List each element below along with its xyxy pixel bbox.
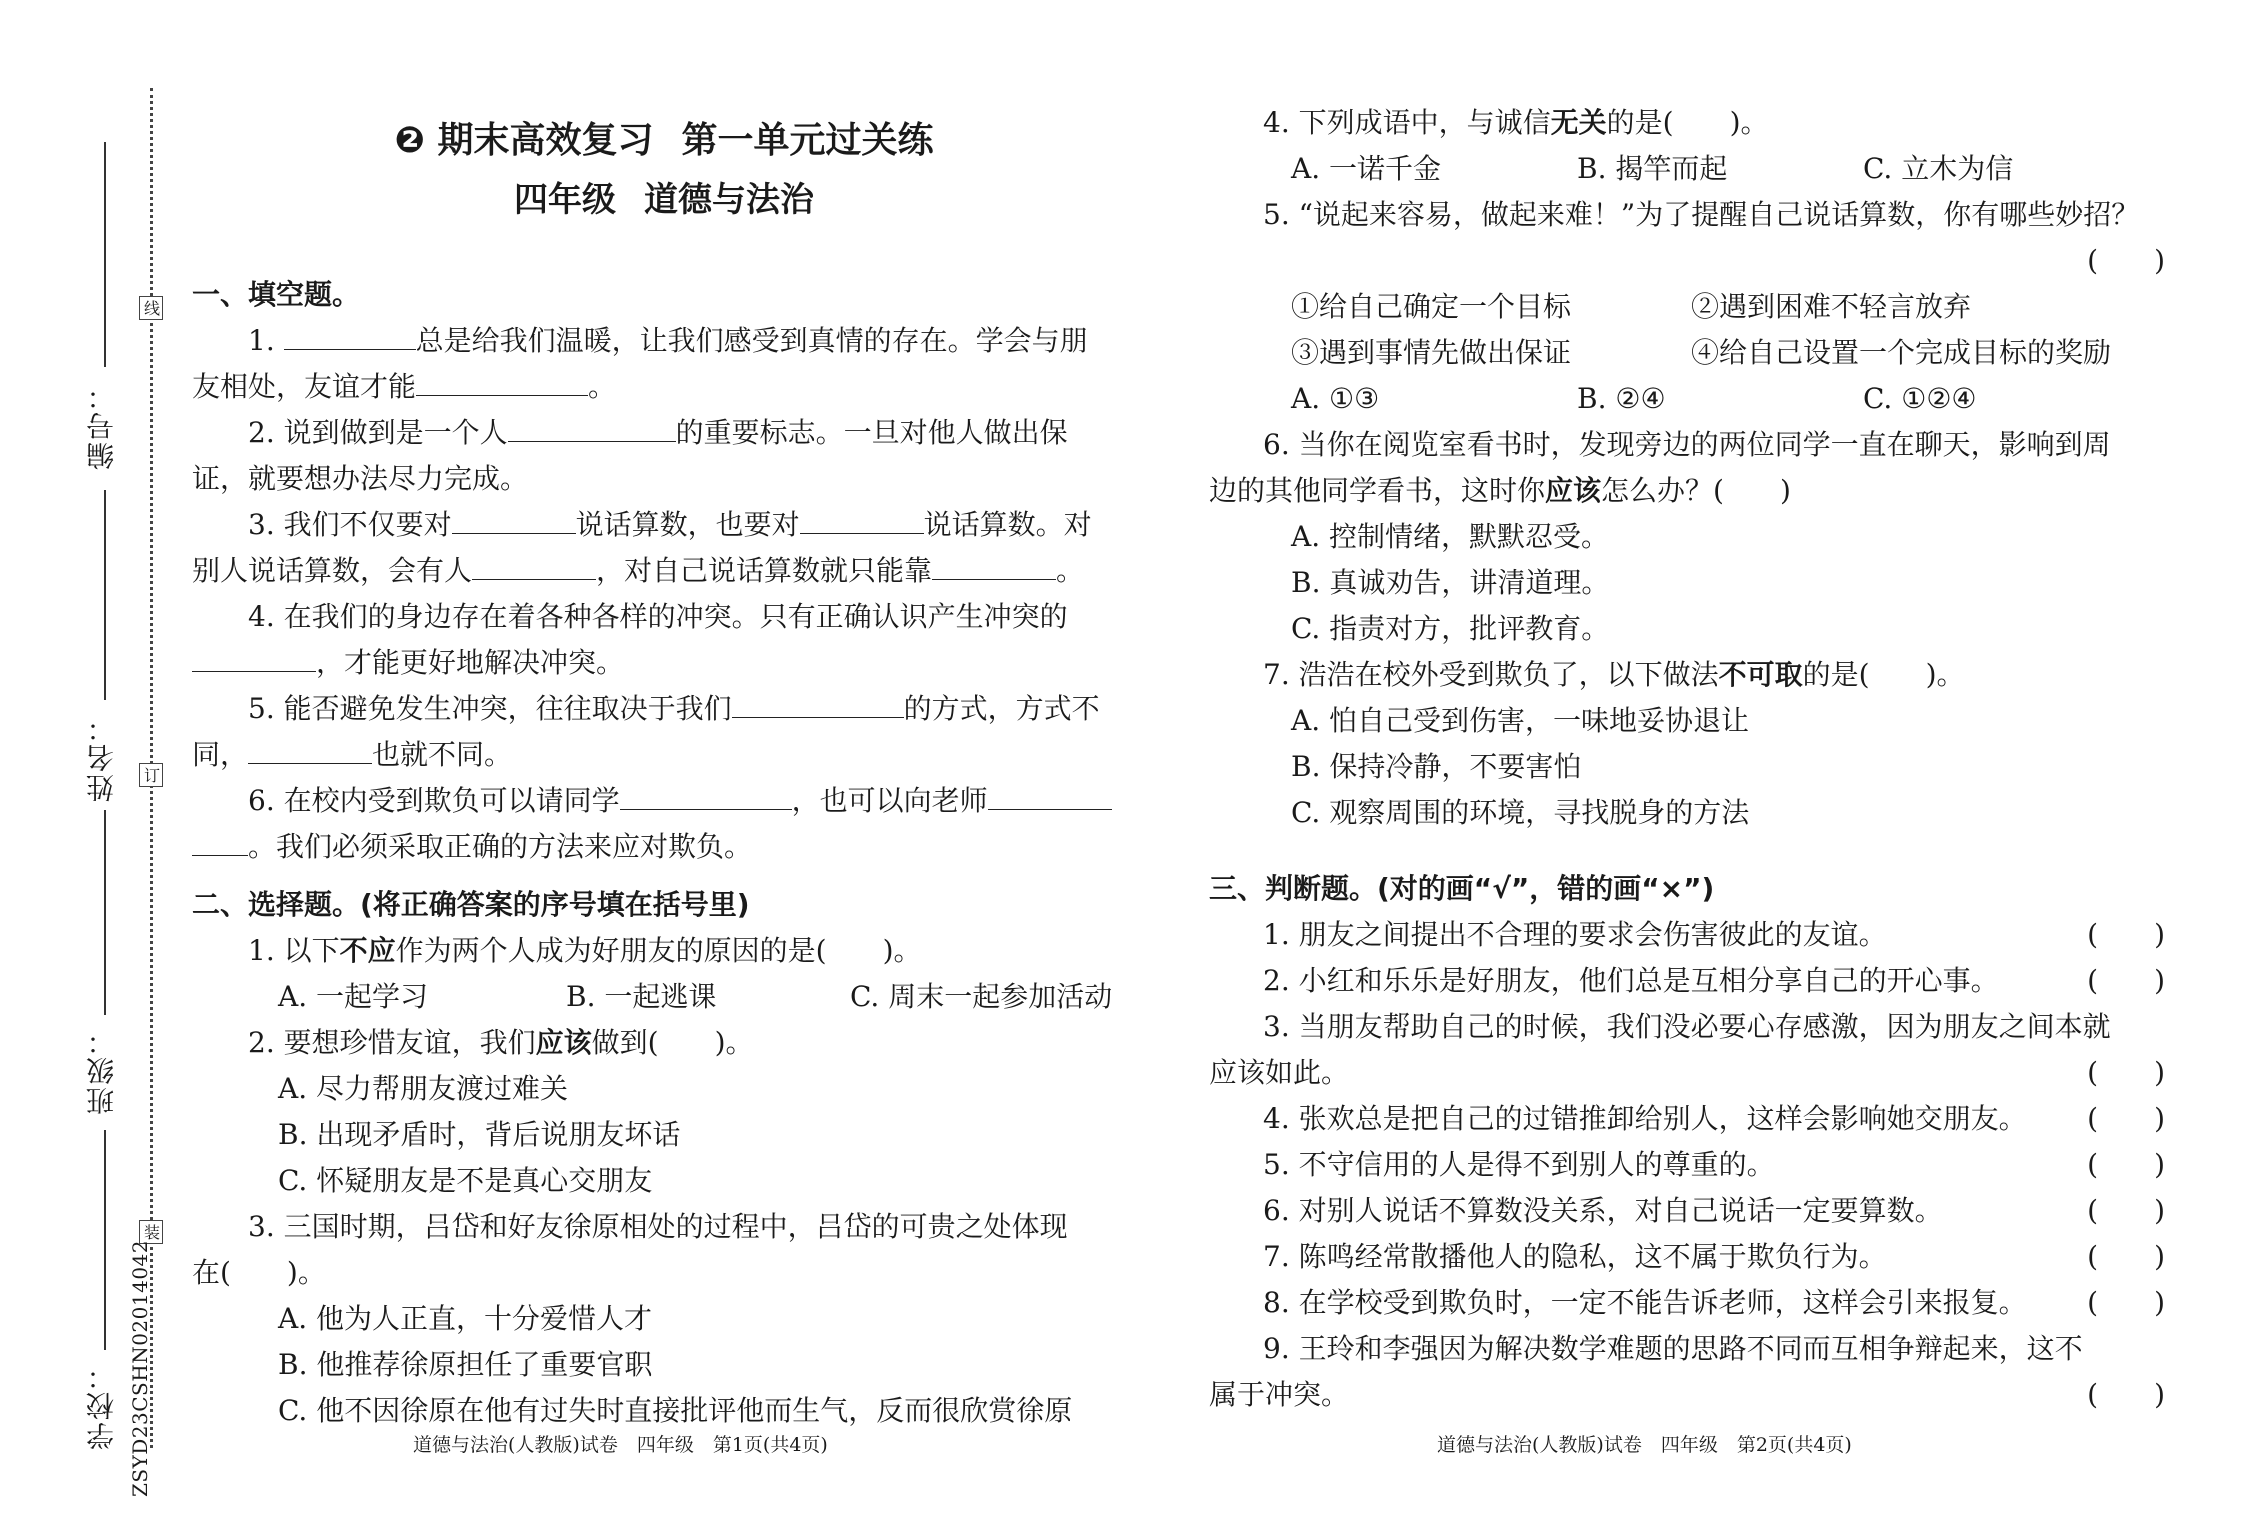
judge-q3-line1: 3. 当朋友帮助自己的时候，我们没必要心存感激，因为朋友之间本就 bbox=[1263, 1010, 2111, 1043]
fill-q1-line1: 1. 总是给我们温暖，让我们感受到真情的存在。学会与朋 bbox=[248, 318, 1088, 364]
choice-q6-option-b[interactable]: B. 真诚劝告，讲清道理。 bbox=[1291, 566, 1610, 599]
choice-q6-option-c[interactable]: C. 指责对方，批评教育。 bbox=[1291, 612, 1610, 645]
fill-q2-line2: 证，就要想办法尽力完成。 bbox=[192, 462, 529, 495]
choice-q7-option-a[interactable]: A. 怕自己受到伤害，一味地妥协退让 bbox=[1291, 704, 1750, 737]
choice-q5: 5. “说起来容易，做起来难！”为了提醒自己说话算数，你有哪些妙招？ bbox=[1263, 198, 2140, 231]
judge-q6: 6. 对别人说话不算数没关系，对自己说话一定要算数。 bbox=[1263, 1194, 1943, 1227]
fill-q3-line2: 别人说话算数，会有人 ，对自己说话算数就只能靠 。 bbox=[192, 548, 1084, 594]
judge-q1: 1. 朋友之间提出不合理的要求会伤害彼此的友谊。 bbox=[1263, 918, 1887, 951]
judge-q3-line2: 应该如此。 bbox=[1209, 1056, 1350, 1089]
label-name: 姓名： bbox=[85, 712, 118, 802]
choice-q7: 7. 浩浩在校外受到欺负了，以下做法不可取的是( )。 bbox=[1263, 658, 1965, 691]
fill-q6-blank2[interactable] bbox=[988, 781, 1112, 810]
choice-q3-option-b[interactable]: B. 他推荐徐原担任了重要官职 bbox=[278, 1348, 653, 1381]
page-footer: 道德与法治(人教版)试卷 四年级 第2页(共4页) bbox=[1437, 1434, 1852, 1456]
choice-q4-option-b[interactable]: B. 揭竿而起 bbox=[1577, 152, 1728, 185]
judge-q7-paren[interactable]: ( ) bbox=[2087, 1240, 2165, 1273]
choice-q3-line2: 在( )。 bbox=[192, 1256, 326, 1289]
judge-q9-line1: 9. 王玲和李强因为解决数学难题的思路不同而互相争辩起来，这不 bbox=[1263, 1332, 2083, 1365]
choice-q2-option-a[interactable]: A. 尽力帮朋友渡过难关 bbox=[278, 1072, 569, 1105]
choice-q5-option-b[interactable]: B. ②④ bbox=[1577, 382, 1666, 415]
choice-q3-option-a[interactable]: A. 他为人正直，十分爱惜人才 bbox=[278, 1302, 653, 1335]
choice-q5-item-4: ④给自己设置一个完成目标的奖励 bbox=[1691, 336, 2112, 369]
judge-q7: 7. 陈鸣经常散播他人的隐私，这不属于欺负行为。 bbox=[1263, 1240, 1887, 1273]
fill-q4-line2: ，才能更好地解决冲突。 bbox=[192, 640, 624, 686]
name-blank[interactable] bbox=[104, 490, 106, 700]
document-code: ZSYD23CSHN02014042 bbox=[128, 1240, 152, 1498]
fill-q5-blank2[interactable] bbox=[248, 735, 372, 764]
choice-q5-option-a[interactable]: A. ①③ bbox=[1291, 382, 1380, 415]
bind-mark-staple: 订 bbox=[139, 763, 163, 787]
fill-q1-blank2[interactable] bbox=[416, 367, 588, 396]
label-id-number: 编号： bbox=[85, 380, 118, 470]
choice-q2: 2. 要想珍惜友谊，我们应该做到( )。 bbox=[248, 1026, 754, 1059]
fill-q5-line1: 5. 能否避免发生冲突，往往取决于我们 的方式，方式不 bbox=[248, 686, 1100, 732]
choice-q6-line1: 6. 当你在阅览室看书时，发现旁边的两位同学一直在聊天，影响到周 bbox=[1263, 428, 2111, 461]
section-multiple-choice: 二、选择题。(将正确答案的序号填在括号里) bbox=[192, 888, 750, 921]
judge-q8: 8. 在学校受到欺负时，一定不能告诉老师，这样会引来报复。 bbox=[1263, 1286, 2027, 1319]
fill-q3-blank4[interactable] bbox=[932, 551, 1056, 580]
fill-q4-blank[interactable] bbox=[192, 643, 316, 672]
judge-q5-paren[interactable]: ( ) bbox=[2087, 1148, 2165, 1181]
choice-q1-option-a[interactable]: A. 一起学习 bbox=[278, 980, 429, 1013]
choice-q6-line2: 边的其他同学看书，这时你应该怎么办？( ) bbox=[1209, 474, 1791, 507]
choice-q5-option-c[interactable]: C. ①②④ bbox=[1863, 382, 1977, 415]
choice-q1-option-c[interactable]: C. 周末一起参加活动 bbox=[850, 980, 1113, 1013]
judge-q4-paren[interactable]: ( ) bbox=[2087, 1102, 2165, 1135]
id-number-blank[interactable] bbox=[104, 142, 106, 367]
choice-q4-option-a[interactable]: A. 一诺千金 bbox=[1291, 152, 1442, 185]
choice-q5-item-3: ③遇到事情先做出保证 bbox=[1291, 336, 1572, 369]
judge-q3-paren[interactable]: ( ) bbox=[2087, 1056, 2165, 1089]
judge-q2-paren[interactable]: ( ) bbox=[2087, 964, 2165, 997]
choice-q5-item-1: ①给自己确定一个目标 bbox=[1291, 290, 1572, 323]
choice-q3-option-c[interactable]: C. 他不因徐原在他有过失时直接批评他而生气，反而很欣赏徐原 bbox=[278, 1394, 1073, 1427]
fill-q3-blank3[interactable] bbox=[472, 551, 596, 580]
section-fill-blank: 一、填空题。 bbox=[192, 278, 361, 311]
choice-q3-line1: 3. 三国时期，吕岱和好友徐原相处的过程中，吕岱的可贵之处体现 bbox=[248, 1210, 1068, 1243]
judge-q4: 4. 张欢总是把自己的过错推卸给别人，这样会影响她交朋友。 bbox=[1263, 1102, 2027, 1135]
fill-q6-line1: 6. 在校内受到欺负可以请同学 ，也可以向老师 bbox=[248, 778, 1112, 824]
class-blank[interactable] bbox=[104, 810, 106, 1015]
fill-q6-blank2-cont[interactable] bbox=[192, 827, 248, 856]
page-title: ❷ 期末高效复习 第一单元过关练 bbox=[394, 120, 934, 161]
label-school: 学校： bbox=[85, 1360, 118, 1450]
page-footer: 道德与法治(人教版)试卷 四年级 第1页(共4页) bbox=[413, 1434, 828, 1456]
choice-q4-option-c[interactable]: C. 立木为信 bbox=[1863, 152, 2014, 185]
judge-q8-paren[interactable]: ( ) bbox=[2087, 1286, 2165, 1319]
fill-q6-blank1[interactable] bbox=[620, 781, 792, 810]
judge-q2: 2. 小红和乐乐是好朋友，他们总是互相分享自己的开心事。 bbox=[1263, 964, 1999, 997]
choice-q1: 1. 以下不应作为两个人成为好朋友的原因的是( )。 bbox=[248, 934, 922, 967]
bind-mark-bind: 装 bbox=[139, 1220, 163, 1244]
choice-q4: 4. 下列成语中，与诚信无关的是( )。 bbox=[1263, 106, 1769, 139]
fill-q5-line2: 同， 也就不同。 bbox=[192, 732, 512, 778]
fill-q1-blank1[interactable] bbox=[284, 321, 416, 350]
fill-q1-line2: 友相处，友谊才能 。 bbox=[192, 364, 616, 410]
bind-mark-line: 线 bbox=[139, 296, 163, 320]
choice-q2-option-c[interactable]: C. 怀疑朋友是不是真心交朋友 bbox=[278, 1164, 653, 1197]
choice-q2-option-b[interactable]: B. 出现矛盾时，背后说朋友坏话 bbox=[278, 1118, 681, 1151]
section-true-false: 三、判断题。(对的画“√”，错的画“×”) bbox=[1209, 872, 1715, 905]
page-1 bbox=[188, 0, 1140, 1535]
choice-q5-item-2: ②遇到困难不轻言放弃 bbox=[1691, 290, 1972, 323]
page-subtitle: 四年级 道德与法治 bbox=[514, 180, 814, 220]
choice-q7-option-c[interactable]: C. 观察周围的环境，寻找脱身的方法 bbox=[1291, 796, 1750, 829]
judge-q9-line2: 属于冲突。 bbox=[1209, 1378, 1350, 1411]
label-class: 班级： bbox=[85, 1025, 118, 1115]
school-blank[interactable] bbox=[104, 1130, 106, 1350]
choice-q1-option-b[interactable]: B. 一起逃课 bbox=[566, 980, 717, 1013]
fill-q2-line1: 2. 说到做到是一个人 的重要标志。一旦对他人做出保 bbox=[248, 410, 1068, 456]
fill-q4-line1: 4. 在我们的身边存在着各种各样的冲突。只有正确认识产生冲突的 bbox=[248, 600, 1068, 633]
fill-q3-blank1[interactable] bbox=[452, 505, 576, 534]
judge-q5: 5. 不守信用的人是得不到别人的尊重的。 bbox=[1263, 1148, 1775, 1181]
fill-q6-line2: 。我们必须采取正确的方法来应对欺负。 bbox=[192, 824, 752, 870]
fill-q3-line1: 3. 我们不仅要对 说话算数，也要对 说话算数。对 bbox=[248, 502, 1092, 548]
judge-q9-paren[interactable]: ( ) bbox=[2087, 1378, 2165, 1411]
fill-q2-blank[interactable] bbox=[508, 413, 676, 442]
choice-q7-option-b[interactable]: B. 保持冷静，不要害怕 bbox=[1291, 750, 1582, 783]
choice-q6-option-a[interactable]: A. 控制情绪，默默忍受。 bbox=[1291, 520, 1610, 553]
page-2 bbox=[1205, 0, 2165, 1535]
fill-q5-blank1[interactable] bbox=[732, 689, 904, 718]
judge-q6-paren[interactable]: ( ) bbox=[2087, 1194, 2165, 1227]
judge-q1-paren[interactable]: ( ) bbox=[2087, 918, 2165, 951]
fill-q3-blank2[interactable] bbox=[800, 505, 924, 534]
choice-q5-answer-paren[interactable]: ( ) bbox=[2087, 244, 2165, 277]
